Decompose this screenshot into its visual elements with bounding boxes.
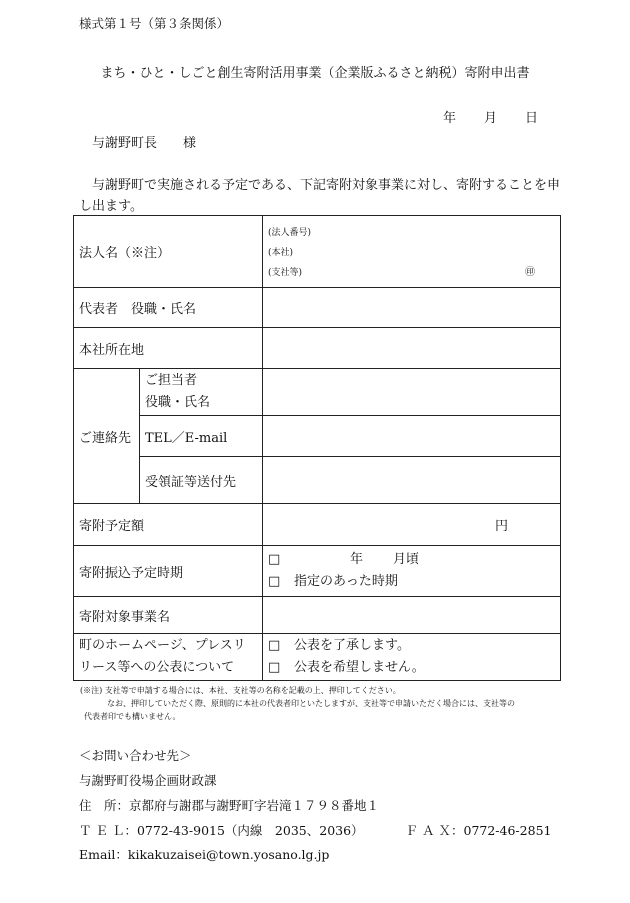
transfer-opt1-month: 月頃 <box>393 552 420 567</box>
transfer-opt1-year: 年 <box>350 552 364 567</box>
contact-heading: ＜お問い合わせ先＞ <box>79 748 192 763</box>
contact-phone-line <box>79 821 551 839</box>
representative-label: 代表者 役職・氏名 <box>74 288 263 328</box>
tel-email-field[interactable] <box>263 416 561 457</box>
form-number: 様式第１号（第３条関係） <box>79 16 230 31</box>
footnote <box>80 684 570 723</box>
transfer-opt1-checkbox[interactable]: □ <box>268 552 281 567</box>
amount-label: 寄附予定額 <box>74 504 263 546</box>
tel-email-label: TEL／E-mail <box>140 416 263 457</box>
contact-tel: Ｔ Ｅ Ｌ：0772-43-9015（内線 2035、2036） <box>79 823 364 838</box>
transfer-opt2-checkbox[interactable]: □ <box>268 574 281 589</box>
contact-person-line2: 役職・氏名 <box>145 395 211 410</box>
row-representative <box>74 288 561 328</box>
branch-label: (支社等) <box>268 267 303 278</box>
row-amount <box>74 504 561 546</box>
publication-label <box>74 634 263 681</box>
date-month: 月 <box>484 111 498 126</box>
contact-address: 住 所：京都府与謝郡与謝野町字岩滝１７９８番地１ <box>79 798 380 813</box>
date-year: 年 <box>443 111 457 126</box>
footnote-line1: (※注) 支社等で申請する場合には、本社、支社等の名称を記載の上、押印してください。 <box>80 686 401 695</box>
row-publication <box>74 634 561 681</box>
head-office-label: (本社) <box>268 247 294 258</box>
intro-text: 与謝野町で実施される予定である、下記寄附対象事業に対し、寄附することを申し出ます。 <box>79 178 561 214</box>
contact-email[interactable]: Email：kikakuzaisei@town.yosano.lg.jp <box>79 847 330 862</box>
transfer-opt2-label: 指定のあった時期 <box>294 574 398 589</box>
contact-fax: Ｆ Ａ Ｘ：0772-46-2851 <box>405 823 552 838</box>
project-field[interactable] <box>263 597 561 634</box>
representative-field[interactable] <box>263 288 561 328</box>
corp-number-label: (法人番号) <box>268 227 312 238</box>
project-label: 寄附対象事業名 <box>74 597 263 634</box>
row-contact-person <box>74 369 561 416</box>
amount-field[interactable] <box>263 504 561 546</box>
row-project <box>74 597 561 634</box>
pub-opt2-label: 公表を希望しません。 <box>294 660 425 675</box>
pub-opt1-label: 公表を了承します。 <box>294 638 410 653</box>
contact-dept: 与謝野町役場企画財政課 <box>79 773 217 788</box>
contact-person-line1: ご担当者 <box>145 373 198 388</box>
application-form-table <box>73 215 561 681</box>
page-title: まち・ひと・しごと創生寄附活用事業（企業版ふるさと納税）寄附申出書 <box>100 66 530 81</box>
date-day: 日 <box>525 111 539 126</box>
receipt-label: 受領証等送付先 <box>140 457 263 504</box>
transfer-label: 寄附振込予定時期 <box>74 546 263 597</box>
row-corp-name <box>74 216 561 288</box>
contact-person-field[interactable] <box>263 369 561 416</box>
row-receipt <box>74 457 561 504</box>
address-label: 本社所在地 <box>74 328 263 369</box>
footnote-line2: なお、押印していただく際、原則的に本社の代表者印といたしますが、支社等で申請いただく場合には、支社等の <box>107 699 515 708</box>
pub-opt2-checkbox[interactable]: □ <box>268 660 281 675</box>
row-tel-email <box>74 416 561 457</box>
seal-mark: ㊞ <box>525 266 536 278</box>
footnote-line3: 代表者印でも構いません。 <box>84 712 181 721</box>
contact-person-label <box>140 369 263 416</box>
pub-opt1-checkbox[interactable]: □ <box>268 638 281 653</box>
addressee: 与謝野町長 様 <box>92 136 197 151</box>
row-transfer <box>74 546 561 597</box>
corp-name-field[interactable] <box>263 216 561 288</box>
address-field[interactable] <box>263 328 561 369</box>
publication-label-line1: 町のホームページ、プレスリ <box>79 638 246 653</box>
amount-unit: 円 <box>495 519 509 534</box>
contact-label: ご連絡先 <box>74 369 140 504</box>
corp-name-label: 法人名（※注） <box>74 216 263 288</box>
publication-options <box>263 634 561 681</box>
publication-label-line2: リース等への公表について <box>79 660 235 675</box>
transfer-options <box>263 546 561 597</box>
receipt-field[interactable] <box>263 457 561 504</box>
date-line <box>443 107 538 126</box>
row-address <box>74 328 561 369</box>
